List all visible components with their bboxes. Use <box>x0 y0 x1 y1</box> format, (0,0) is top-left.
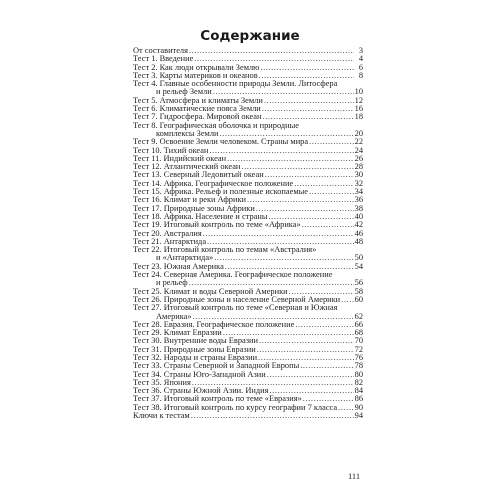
toc-entry-page: 38 <box>354 203 363 213</box>
toc-entry-page: 3 <box>358 46 363 55</box>
toc-entry-page: 90 <box>354 402 363 412</box>
toc-entry-page: 26 <box>354 153 363 163</box>
toc-entry-page: 32 <box>354 178 363 188</box>
toc-entry-title: Тест 5. Атмосфера и климаты Земли <box>133 95 263 105</box>
toc-entry-page: 28 <box>354 162 363 172</box>
toc-entry-continuation: и «Антарктида» <box>156 253 214 263</box>
dot-leader <box>309 188 354 196</box>
toc-entry-page: 8 <box>358 70 363 80</box>
toc-entry-continuation: Америка» <box>156 311 192 321</box>
dot-leader <box>338 404 354 412</box>
toc-entry-title: Ключи к тестам <box>133 411 190 421</box>
page-title: Содержание <box>200 28 300 44</box>
toc-entry-page: 58 <box>354 286 363 296</box>
toc-entry <box>133 246 363 263</box>
page-number: 111 <box>348 471 361 481</box>
toc-entry-continuation: и рельеф Земли <box>156 87 212 97</box>
toc-entry-page: 60 <box>354 294 363 304</box>
toc-entry-page: 46 <box>354 228 363 238</box>
toc-entry-title: Тест 31. Природные зоны Евразии <box>133 344 256 354</box>
toc-entry <box>133 412 363 420</box>
toc-entry-continuation: и рельеф <box>156 278 188 288</box>
dot-leader <box>262 105 354 113</box>
toc-entry-page: 34 <box>354 187 363 197</box>
dot-leader <box>260 64 354 72</box>
toc-entry-title: Тест 28. Евразия. Географическое положение <box>133 319 295 329</box>
toc-entry-title: Тест 26. Природные зоны и население Северной Америки <box>133 294 341 304</box>
dot-leader <box>309 138 354 146</box>
toc-entry-title: Тест 25. Климат и воды Северной Америки <box>133 286 288 296</box>
toc-entry-page: 22 <box>354 137 363 147</box>
toc-entry-title: Тест 14. Африка. Географическое положение <box>133 178 294 188</box>
dot-leader <box>209 147 353 155</box>
toc-entry-title: Тест 17. Природные зоны Африки <box>133 203 255 213</box>
dot-leader <box>341 296 353 304</box>
dot-leader <box>191 412 354 420</box>
table-of-contents <box>133 47 363 420</box>
toc-entry-page: 72 <box>354 344 363 354</box>
dot-leader <box>259 337 354 345</box>
toc-entry-page: 54 <box>354 261 363 271</box>
toc-entry-page: 78 <box>354 361 363 371</box>
toc-entry-title: Тест 32. Народы и страны Евразии <box>133 352 258 362</box>
toc-entry-page: 94 <box>354 411 363 421</box>
toc-entry-title: Тест 29. Климат Евразии <box>133 328 222 338</box>
dot-leader <box>189 47 354 55</box>
toc-entry-page: 18 <box>354 112 363 122</box>
toc-entry-page: 56 <box>354 278 363 288</box>
toc-entry-title: Тест 33. Страны Северной и Западной Европы <box>133 361 300 371</box>
toc-entry-title: Тест 7. Гидросфера. Мировой океан <box>133 112 262 122</box>
toc-entry-page: 36 <box>354 195 363 205</box>
toc-entry-page: 6 <box>358 62 363 72</box>
toc-entry-title: Тест 37. Итоговый контроль по теме «Евразия» <box>133 394 302 404</box>
toc-entry-page: 24 <box>354 145 363 155</box>
toc-entry <box>133 122 363 139</box>
toc-entry-page: 50 <box>354 253 363 263</box>
toc-entry-title: Тест 24. Северная Америка. Географическое положение <box>133 270 333 280</box>
toc-entry-title: Тест 19. Итоговый контроль по теме «Африка» <box>133 220 301 230</box>
toc-entry-page: 40 <box>354 211 363 221</box>
toc-entry-page: 30 <box>354 170 363 180</box>
toc-entry-title: Тест 3. Карты материков и океанов <box>133 70 258 80</box>
toc-entry-page: 80 <box>354 369 363 379</box>
toc-entry-title: Тест 1. Введение <box>133 54 194 64</box>
dot-leader <box>214 254 353 262</box>
dot-leader <box>267 371 354 379</box>
toc-entry-page: 76 <box>354 352 363 362</box>
toc-entry-page: 70 <box>354 336 363 346</box>
toc-entry-page: 68 <box>354 328 363 338</box>
toc-entry-title: Тест 11. Индийский океан <box>133 153 227 163</box>
toc-entry-title: Тест 13. Северный Ледовитый океан <box>133 170 264 180</box>
dot-leader <box>302 221 354 229</box>
toc-entry-title: Тест 23. Южная Америка <box>133 261 224 271</box>
toc-entry-page: 20 <box>354 128 363 138</box>
toc-entry-title: Тест 12. Атлантический океан <box>133 162 241 172</box>
toc-entry-title: Тест 36. Страны Южной Азии. Индия <box>133 386 269 396</box>
dot-leader <box>227 155 354 163</box>
toc-entry-title: Тест 38. Итоговый контроль по курсу географии 7 класса <box>133 402 338 412</box>
toc-entry-title: Тест 35. Япония <box>133 377 191 387</box>
toc-entry-continuation: комплексы Земли <box>156 128 219 138</box>
toc-entry-title: Тест 34. Страны Юго-Западной Азии <box>133 369 266 379</box>
toc-entry-title: Тест 8. Географическая оболочка и природные <box>133 120 299 130</box>
dot-leader <box>295 321 353 329</box>
toc-entry-title: Тест 15. Африка. Рельеф и полезные ископаемые <box>133 187 308 197</box>
dot-leader <box>300 362 353 370</box>
toc-entry-title: Тест 2. Как люди открывали Землю <box>133 62 260 72</box>
toc-entry <box>133 80 363 97</box>
toc-entry-page: 84 <box>354 386 363 396</box>
toc-entry <box>133 304 363 321</box>
dot-leader <box>256 205 354 213</box>
toc-entry-page: 42 <box>354 220 363 230</box>
toc-entry-title: Тест 16. Климат и реки Африки <box>133 195 246 205</box>
toc-entry-title: Тест 21. Антарктида <box>133 236 207 246</box>
dot-leader <box>264 97 354 105</box>
toc-entry-title: Тест 22. Итоговый контроль по темам «Австралия» <box>133 245 317 255</box>
toc-entry <box>133 271 363 288</box>
toc-entry-title: Тест 18. Африка. Население и страны <box>133 211 268 221</box>
toc-entry-title: От составителя <box>133 46 188 55</box>
toc-entry-page: 4 <box>358 54 363 64</box>
toc-entry-title: Тест 9. Освоение Земли человеком. Страны мира <box>133 137 309 147</box>
toc-entry-page: 62 <box>354 311 363 321</box>
dot-leader <box>203 230 354 238</box>
dot-leader <box>257 346 354 354</box>
toc-entry-title: Тест 27. Итоговый контроль по теме «Северная и Южная <box>133 303 338 313</box>
toc-entry-page: 86 <box>354 394 363 404</box>
toc-entry-page: 82 <box>354 377 363 387</box>
toc-entry-page: 48 <box>354 236 363 246</box>
toc-entry-page: 66 <box>354 319 363 329</box>
toc-entry-page: 16 <box>354 104 363 114</box>
toc-entry-title: Тест 30. Внутренние воды Евразии <box>133 336 259 346</box>
toc-entry-title: Тест 20. Австралия <box>133 228 202 238</box>
toc-entry-title: Тест 6. Климатические пояса Земли <box>133 104 261 114</box>
toc-entry-title: Тест 4. Главные особенности природы Земли. Литосфера <box>133 79 338 89</box>
toc-entry-page: 10 <box>354 87 363 97</box>
toc-entry-page: 12 <box>354 95 363 105</box>
dot-leader <box>247 196 354 204</box>
toc-entry-title: Тест 10. Тихий океан <box>133 145 209 155</box>
